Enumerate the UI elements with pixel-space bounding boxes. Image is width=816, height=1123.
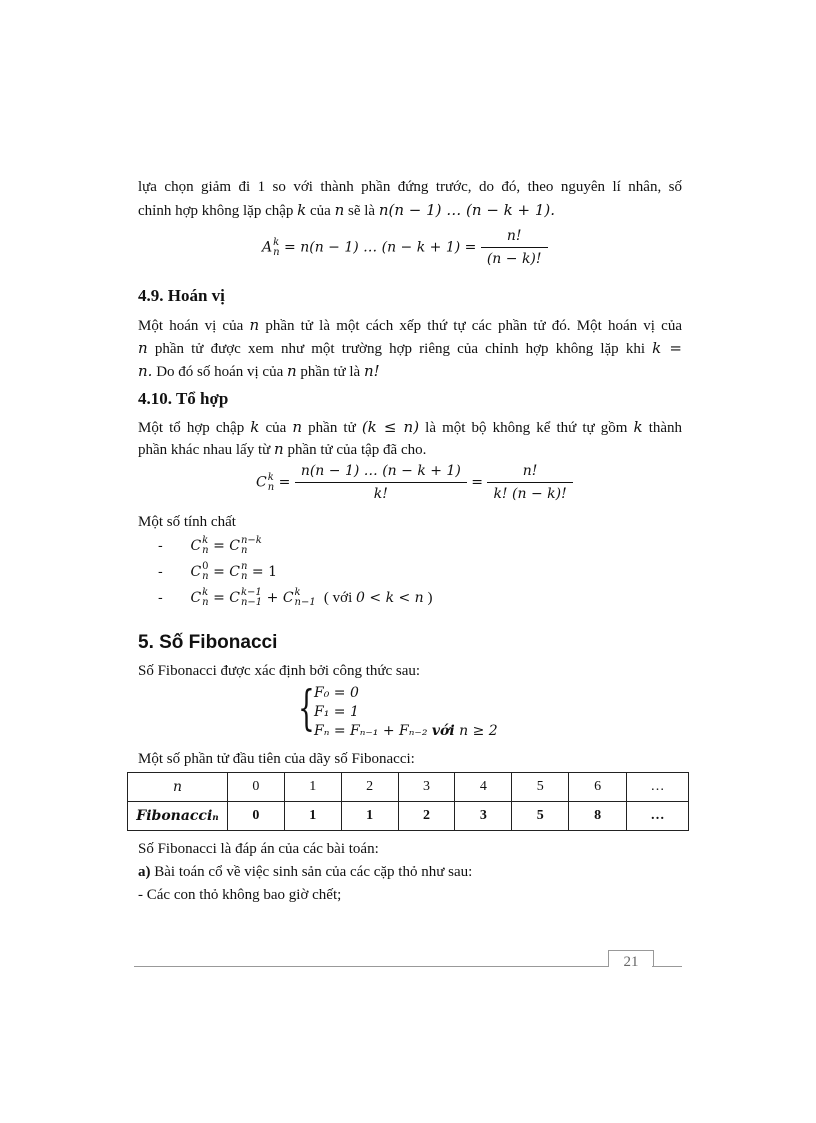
fibonacci-intro: Số Fibonacci được xác định bởi công thức sau: [138, 663, 421, 679]
combination-line-2: phần khác nhau lấy từ n phần tử của tập đã cho. [138, 440, 427, 458]
permutation-line-1: Một hoán vị của n phần tử là một cách xếp thứ tự các phần tử đó. Một hoán vị của [138, 316, 682, 334]
table-cell: … [627, 773, 689, 802]
permutation-line-3: n. Do đó số hoán vị của n phần tử là n! [138, 362, 380, 380]
table-cell: 5 [512, 773, 569, 802]
property-item: - C k n = C n−k n [158, 535, 262, 556]
table-intro: Một số phần tử đầu tiên của dãy số Fibonacci: [138, 751, 415, 767]
table-cell: 0 [227, 773, 284, 802]
fibonacci-case: Fₙ = Fₙ₋₁ + Fₙ₋₂ với n ≥ 2 [314, 723, 498, 739]
property-item: - C 0 n = C n n = 1 [158, 561, 277, 582]
table-row [128, 802, 689, 831]
permutation-line-2: n phần tử được xem như một trường hợp riêng của chỉnh hợp không lặp khi k = [138, 339, 682, 357]
properties-list [158, 533, 678, 611]
table-cell: 4 [455, 773, 512, 802]
properties-title: Một số tính chất [138, 514, 236, 530]
after-table-text: Số Fibonacci là đáp án của các bài toán: [138, 841, 379, 857]
table-cell: 1 [341, 802, 398, 831]
table-cell: 6 [569, 773, 627, 802]
table-cell: 1 [284, 773, 341, 802]
problem-a: a) Bài toán cổ về việc sinh sản của các cặp thỏ như sau: [138, 864, 473, 880]
fibonacci-case: F₀ = 0 [314, 685, 359, 701]
combination-line-1: Một tổ hợp chập k của n phần tử (k ≤ n) là một bộ không kể thứ tự gồm k thành [138, 418, 683, 436]
fibonacci-case: F₁ = 1 [314, 704, 359, 720]
section-title-4-9: 4.9. Hoán vị [138, 286, 225, 305]
section-title-4-10: 4.10. Tổ hợp [138, 389, 229, 408]
table-cell: 1 [284, 802, 341, 831]
table-cell: 3 [398, 773, 455, 802]
intro-line-1: lựa chọn giảm đi 1 so với thành phần đứng trước, do đó, theo nguyên lí nhân, số [138, 179, 682, 195]
table-cell: Fibonacciₙ [128, 802, 228, 831]
table-cell: … [627, 802, 689, 831]
intro-line-2: chỉnh hợp không lặp chập k của n sẽ là n(n − 1) … (n − k + 1). [138, 201, 556, 219]
table-cell: 3 [455, 802, 512, 831]
arrangement-formula: A k n = n(n − 1) … (n − k + 1) = $\frac{n!}{(n - k)!}$ [262, 228, 548, 267]
page-number: 21 [623, 954, 639, 970]
problem-a-item: - Các con thỏ không bao giờ chết; [138, 887, 342, 903]
property-item: - C k n = C k−1 n−1 + C k n−1 ( với 0 < k < n ) [158, 587, 433, 608]
left-brace: { [298, 680, 315, 736]
table-cell: n [128, 773, 228, 802]
table-cell: 8 [569, 802, 627, 831]
fibonacci-table [127, 772, 689, 831]
table-cell: 5 [512, 802, 569, 831]
combination-formula: C k n = $\frac{n(n - 1) \dots (n - k + 1)}{k!}$ = $\frac{n!}{k! (n - k)!}$ [256, 463, 573, 502]
page-number-box [608, 950, 654, 970]
table-cell: 2 [341, 773, 398, 802]
section-title-5: 5. Số Fibonacci [138, 632, 278, 653]
table-cell: 0 [227, 802, 284, 831]
table-cell: 2 [398, 802, 455, 831]
footer-rule-left [134, 966, 608, 967]
table-header-row [128, 773, 689, 802]
footer-rule-right [652, 966, 682, 967]
